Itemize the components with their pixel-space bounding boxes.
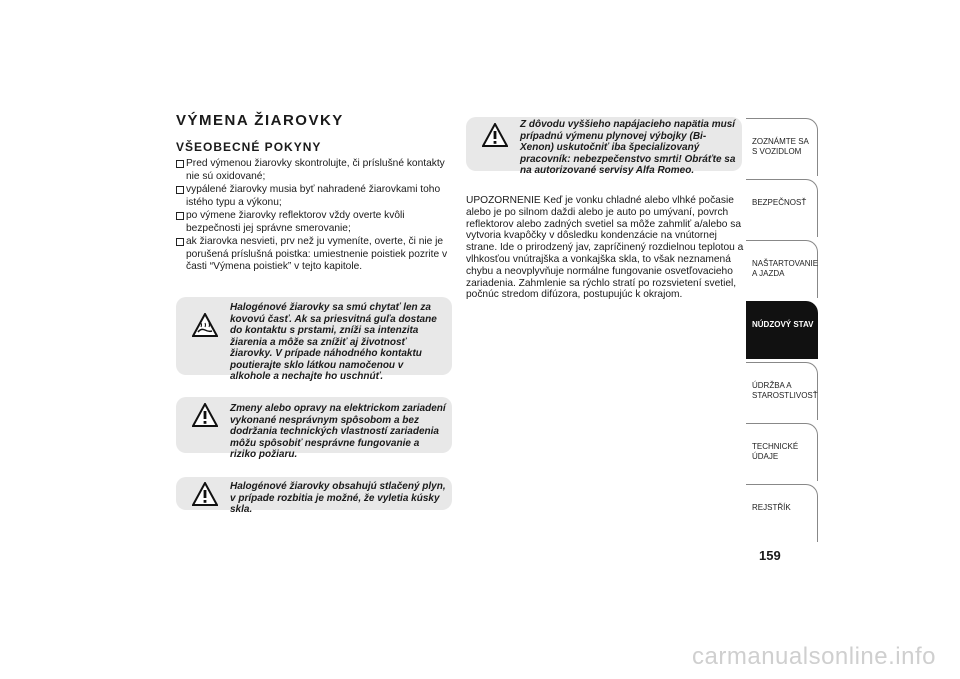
list-item (176, 210, 452, 235)
tab-label: REJSTŘÍK (752, 503, 791, 512)
warning-triangle-icon (482, 123, 508, 147)
tab-index[interactable] (746, 484, 818, 542)
tab-maintenance[interactable] (746, 362, 818, 420)
tab-label: NÚDZOVÝ STAV (752, 320, 814, 329)
tab-label: ZOZNÁMTE SA S VOZIDLOM (752, 137, 809, 156)
page-number: 159 (759, 548, 781, 563)
tab-introduction[interactable] (746, 118, 818, 176)
list-item-text: vypálené žiarovky musia byť nahradené žiarovkami toho istého typu a výkonu; (186, 184, 441, 208)
warning-text: Halogénové žiarovky sa smú chytať len za kovovú časť. Ak sa priesvitná guľa dostane do kontaktu s prstami, zníži sa intenzita žiarenia a môže sa znížiť aj životnosť žiarovky. V prípade náhodného kontaktu poutierajte sklo látkou namočenou v alkohole a nechajte ho uschnúť. (230, 302, 437, 382)
caution-paragraph: UPOZORNENIE Keď je vonku chladné alebo vlhké počasie alebo je po silnom daždi alebo je auto po umývaní, povrch reflektorov alebo zadných svetiel sa môže zahmliť a/alebo sa vytvoria kvapôčky v dôsledku kondenzácie na vnútornej strane. Ide o prirodzený jav, zapríčinený rozdielnou teplotou a vlhkosťou vnútrajška a vonkajška skla, to však neznamená chybu a neovplyvňuje normálne fungovanie osvetľovacieho zariadenia. Zahmlenie sa rýchlo stratí po rozsvietení svetiel, počnúc stredom difúzora, postupujúc k okrajom. (466, 195, 744, 301)
warning-text: Halogénové žiarovky obsahujú stlačený plyn, v prípade rozbitia je možné, že vyletia kúsky skla. (230, 481, 446, 515)
page-title: VÝMENA ŽIAROVKY (176, 112, 344, 129)
watermark: carmanualsonline.info (692, 643, 936, 670)
section-title: VŠEOBECNÉ POKYNY (176, 140, 322, 154)
tab-label: ÚDRŽBA A STAROSTLIVOSŤ (752, 381, 818, 400)
warning-box-halogen-gas (176, 477, 452, 515)
checkbox-bullet-icon (176, 186, 184, 194)
tab-starting-driving[interactable] (746, 240, 818, 298)
list-item (176, 158, 452, 183)
warning-text: Zmeny alebo opravy na elektrickom zariadení vykonané nesprávnym spôsobom a bez dodržania technických vlastností zariadenia môžu spôsobiť nesprávne fungovanie a riziko požiaru. (230, 403, 446, 460)
hot-surface-warning-icon (192, 313, 218, 337)
warning-triangle-icon (192, 403, 218, 427)
list-item (176, 184, 452, 209)
list-item-text: ak žiarovka nesvieti, prv než ju vymeníte, overte, či nie je porušená príslušná poistka: umiestnenie poistiek pozrite v časti “Výmena poistiek” v tejto kapitole. (186, 236, 448, 272)
tab-emergency[interactable] (746, 301, 818, 359)
checkbox-bullet-icon (176, 212, 184, 220)
checkbox-bullet-icon (176, 160, 184, 168)
list-item-text: Pred výmenou žiarovky skontrolujte, či príslušné kontakty nie sú oxidované; (186, 158, 445, 182)
tab-label: NAŠTARTOVANIE A JAZDA (752, 259, 819, 278)
warning-triangle-icon (192, 482, 218, 506)
tab-safety[interactable] (746, 179, 818, 237)
warning-text: Z dôvodu vyššieho napájacieho napätia musí prípadnú výmenu plynovej výbojky (Bi-Xenon) uskutočniť iba špecializovaný pracovník: nebezpečenstvo smrti! Obráťte sa na autorizované servisy Alfa Romeo. (520, 119, 736, 176)
bullet-list (176, 158, 452, 275)
checkbox-bullet-icon (176, 238, 184, 246)
tab-technical-data[interactable] (746, 423, 818, 481)
warning-box-xenon (466, 117, 742, 176)
warning-box-halogen-touch (176, 297, 452, 382)
list-item (176, 236, 452, 274)
tab-label: TECHNICKÉ ÚDAJE (752, 442, 799, 461)
tab-label: BEZPEČNOSŤ (752, 198, 807, 207)
warning-box-modifications (176, 397, 452, 460)
list-item-text: po výmene žiarovky reflektorov vždy overte kvôli bezpečnosti jej správne smerovanie; (186, 210, 405, 234)
